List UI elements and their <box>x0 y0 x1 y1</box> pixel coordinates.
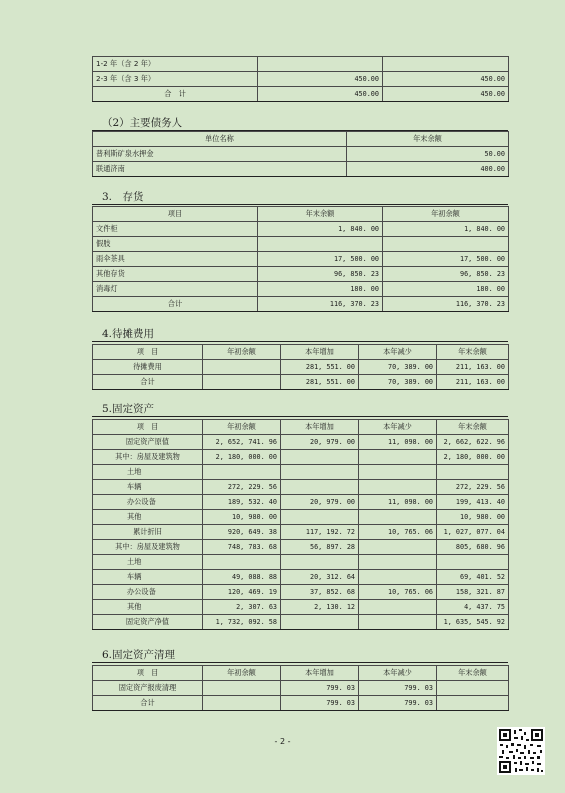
cell-end: 211, 163. 00 <box>437 360 509 375</box>
cell-decrease: 10, 765. 06 <box>359 525 437 540</box>
col-header: 年末余额 <box>437 345 509 360</box>
row-label: 文件柜 <box>93 222 258 237</box>
table-row <box>93 615 509 630</box>
section-title-debtors: （2）主要债务人 <box>92 115 508 131</box>
row-label: 办公设备 <box>93 585 203 600</box>
row-label: 固定资产报废清理 <box>93 681 203 696</box>
row-label: 合计 <box>93 696 203 711</box>
row-label: 其中：房屋及建筑物 <box>93 450 203 465</box>
cell-begin <box>203 696 281 711</box>
col-header: 项目 <box>93 207 258 222</box>
cell-increase: 281, 551. 00 <box>281 360 359 375</box>
cell-begin <box>203 555 281 570</box>
row-label: 其中：房屋及建筑物 <box>93 540 203 555</box>
table-row <box>93 696 509 711</box>
table-row <box>93 252 509 267</box>
col-header: 本年减少 <box>359 345 437 360</box>
cell-amount: 400.00 <box>347 162 509 177</box>
cell-decrease <box>359 600 437 615</box>
row-label: 合计 <box>93 375 203 390</box>
cell-end <box>437 681 509 696</box>
cell-decrease: 799. 03 <box>359 696 437 711</box>
row-label: 1-2 年（含 2 年） <box>93 57 258 72</box>
cell-begin: 2, 652, 741. 96 <box>203 435 281 450</box>
cell-increase: 56, 897. 28 <box>281 540 359 555</box>
cell-end: 1, 027, 077. 04 <box>437 525 509 540</box>
cell-end: 4, 437. 75 <box>437 600 509 615</box>
row-label: 其他 <box>93 510 203 525</box>
col-header: 本年增加 <box>281 666 359 681</box>
cell-end: 805, 680. 96 <box>437 540 509 555</box>
cell-increase: 281, 551. 00 <box>281 375 359 390</box>
row-label: 假肢 <box>93 237 258 252</box>
table-row <box>93 495 509 510</box>
cell-begin <box>383 237 509 252</box>
qr-code-image <box>497 727 545 775</box>
row-label: 车辆 <box>93 480 203 495</box>
cell-begin: 450.00 <box>383 72 509 87</box>
cell-end: 180. 00 <box>258 282 383 297</box>
cell-decrease: 70, 389. 00 <box>359 360 437 375</box>
cell-begin: 2, 307. 63 <box>203 600 281 615</box>
section-title-inventory: 3. 存货 <box>92 189 508 205</box>
col-header: 年初余额 <box>383 207 509 222</box>
cell-increase <box>281 615 359 630</box>
cell-begin: 189, 532. 40 <box>203 495 281 510</box>
cell-end: 2, 180, 000. 00 <box>437 450 509 465</box>
cell-begin: 17, 500. 00 <box>383 252 509 267</box>
table-row <box>93 72 509 87</box>
cell-decrease <box>359 615 437 630</box>
cell-decrease <box>359 450 437 465</box>
cell-begin: 272, 229. 56 <box>203 480 281 495</box>
cell-begin: 116, 370. 23 <box>383 297 509 312</box>
col-header: 项 目 <box>93 420 203 435</box>
col-header: 年初余额 <box>203 666 281 681</box>
cell-begin <box>383 57 509 72</box>
cell-decrease <box>359 570 437 585</box>
cell-decrease: 11, 098. 00 <box>359 495 437 510</box>
cell-begin <box>203 360 281 375</box>
table-row <box>93 525 509 540</box>
table-row <box>93 87 509 102</box>
cell-increase <box>281 555 359 570</box>
debtors-table <box>92 131 509 177</box>
row-label: 2-3 年（含 3 年） <box>93 72 258 87</box>
row-label: 消毒灯 <box>93 282 258 297</box>
disposal-table <box>92 665 509 711</box>
table-row <box>93 435 509 450</box>
col-header: 本年增加 <box>281 420 359 435</box>
cell-end: 1, 635, 545. 92 <box>437 615 509 630</box>
cell-begin: 1, 840. 00 <box>383 222 509 237</box>
cell-end: 158, 321. 87 <box>437 585 509 600</box>
cell-begin <box>203 681 281 696</box>
cell-decrease: 11, 098. 00 <box>359 435 437 450</box>
page-number: - 2 - <box>274 737 291 746</box>
row-label: 土地 <box>93 465 203 480</box>
cell-end: 116, 370. 23 <box>258 297 383 312</box>
cell-increase <box>281 510 359 525</box>
cell-end <box>258 57 383 72</box>
cell-begin <box>203 465 281 480</box>
cell-end: 199, 413. 40 <box>437 495 509 510</box>
table-row <box>93 237 509 252</box>
cell-end: 1, 840. 00 <box>258 222 383 237</box>
cell-increase: 37, 852. 68 <box>281 585 359 600</box>
cell-begin: 180. 00 <box>383 282 509 297</box>
cell-end: 272, 229. 56 <box>437 480 509 495</box>
row-label: 联通济南 <box>93 162 347 177</box>
table-row <box>93 267 509 282</box>
table-row <box>93 465 509 480</box>
cell-end <box>258 237 383 252</box>
cell-begin <box>203 375 281 390</box>
table-row <box>93 162 509 177</box>
table-row <box>93 147 509 162</box>
cell-decrease: 10, 765. 06 <box>359 585 437 600</box>
row-label: 其他存货 <box>93 267 258 282</box>
col-header: 年初余额 <box>203 345 281 360</box>
cell-decrease <box>359 555 437 570</box>
table-row <box>93 570 509 585</box>
cell-begin: 450.00 <box>383 87 509 102</box>
cell-begin: 748, 783. 68 <box>203 540 281 555</box>
row-label: 土地 <box>93 555 203 570</box>
cell-amount: 50.00 <box>347 147 509 162</box>
row-label: 合 计 <box>93 87 258 102</box>
table-row <box>93 282 509 297</box>
fixed-assets-table <box>92 419 509 630</box>
section-title-disposal: 6.固定资产清理 <box>92 647 508 663</box>
col-header: 项 目 <box>93 345 203 360</box>
table-row <box>93 600 509 615</box>
section-title-fixed-assets: 5.固定资产 <box>92 401 508 417</box>
cell-decrease: 799. 03 <box>359 681 437 696</box>
cell-end: 96, 850. 23 <box>258 267 383 282</box>
col-header: 本年减少 <box>359 420 437 435</box>
row-label: 待摊费用 <box>93 360 203 375</box>
cell-begin: 1, 732, 092. 58 <box>203 615 281 630</box>
table-row <box>93 375 509 390</box>
col-header: 年末余额 <box>437 420 509 435</box>
table-row <box>93 360 509 375</box>
table-row <box>93 450 509 465</box>
aging-table <box>92 56 509 102</box>
cell-increase: 20, 312. 64 <box>281 570 359 585</box>
table-row <box>93 222 509 237</box>
cell-end <box>437 696 509 711</box>
cell-end: 69, 401. 52 <box>437 570 509 585</box>
cell-begin: 10, 980. 00 <box>203 510 281 525</box>
col-header: 本年减少 <box>359 666 437 681</box>
cell-end: 450.00 <box>258 87 383 102</box>
table-row <box>93 585 509 600</box>
cell-decrease <box>359 540 437 555</box>
cell-increase: 20, 979. 00 <box>281 495 359 510</box>
cell-increase: 20, 979. 00 <box>281 435 359 450</box>
cell-end: 10, 980. 00 <box>437 510 509 525</box>
inventory-table <box>92 206 509 312</box>
cell-increase: 117, 192. 72 <box>281 525 359 540</box>
row-label: 车辆 <box>93 570 203 585</box>
row-label: 办公设备 <box>93 495 203 510</box>
table-row <box>93 510 509 525</box>
cell-decrease: 70, 389. 00 <box>359 375 437 390</box>
cell-end <box>437 465 509 480</box>
section-title-prepaid: 4.待摊费用 <box>92 326 508 342</box>
cell-begin: 96, 850. 23 <box>383 267 509 282</box>
cell-end <box>437 555 509 570</box>
row-label: 普利斯矿泉水押金 <box>93 147 347 162</box>
col-header: 年末余额 <box>347 132 509 147</box>
table-row <box>93 555 509 570</box>
cell-increase <box>281 465 359 480</box>
cell-begin: 120, 469. 19 <box>203 585 281 600</box>
col-header: 本年增加 <box>281 345 359 360</box>
cell-decrease <box>359 465 437 480</box>
col-header: 年初余额 <box>203 420 281 435</box>
prepaid-table <box>92 344 509 390</box>
col-header: 项 目 <box>93 666 203 681</box>
cell-increase: 2, 130. 12 <box>281 600 359 615</box>
cell-begin: 49, 088. 88 <box>203 570 281 585</box>
cell-increase: 799. 03 <box>281 681 359 696</box>
table-row <box>93 480 509 495</box>
total-row <box>93 297 509 312</box>
row-label: 雨伞茶具 <box>93 252 258 267</box>
row-label: 固定资产净值 <box>93 615 203 630</box>
cell-end: 2, 662, 622. 96 <box>437 435 509 450</box>
col-header: 年末余额 <box>437 666 509 681</box>
row-label: 其他 <box>93 600 203 615</box>
table-row <box>93 681 509 696</box>
cell-end: 450.00 <box>258 72 383 87</box>
row-label: 固定资产原值 <box>93 435 203 450</box>
cell-decrease <box>359 510 437 525</box>
row-label: 合计 <box>93 297 258 312</box>
cell-decrease <box>359 480 437 495</box>
cell-begin: 2, 180, 000. 00 <box>203 450 281 465</box>
cell-end: 211, 163. 00 <box>437 375 509 390</box>
table-row <box>93 540 509 555</box>
row-label: 累计折旧 <box>93 525 203 540</box>
cell-increase <box>281 480 359 495</box>
cell-begin: 920, 649. 38 <box>203 525 281 540</box>
table-row <box>93 57 509 72</box>
col-header: 年末余额 <box>258 207 383 222</box>
col-header: 单位名称 <box>93 132 347 147</box>
cell-increase <box>281 450 359 465</box>
cell-end: 17, 500. 00 <box>258 252 383 267</box>
cell-increase: 799. 03 <box>281 696 359 711</box>
